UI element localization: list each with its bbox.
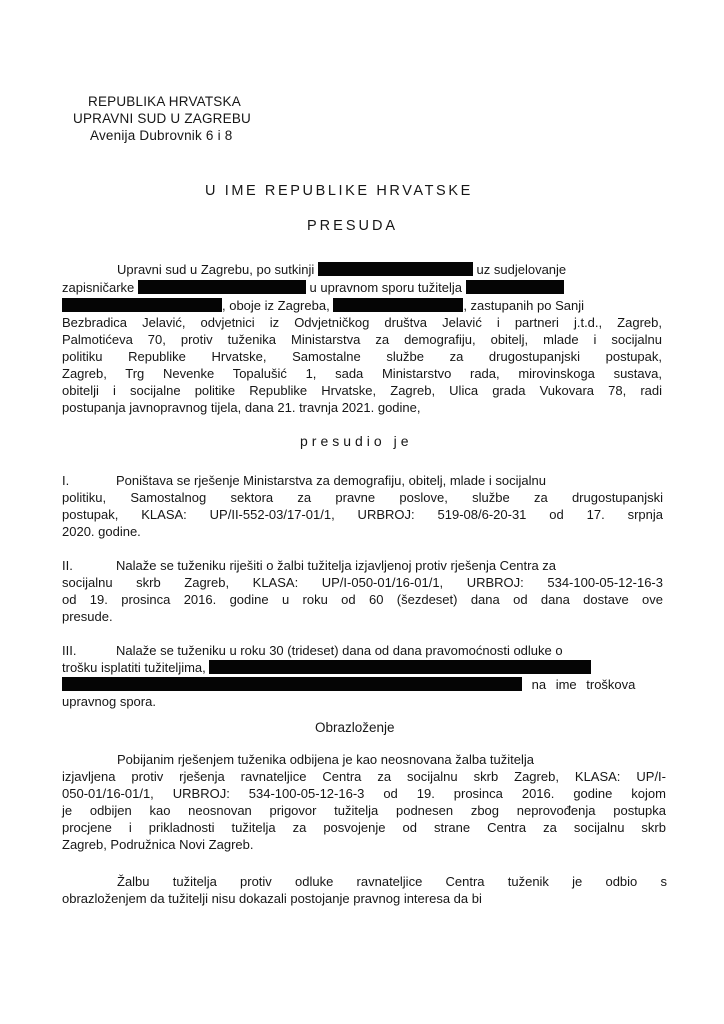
title-in-the-name: U IME REPUBLIKE HRVATSKE <box>205 183 473 199</box>
intro-line-3 <box>62 298 584 314</box>
item-number: II. <box>62 558 73 573</box>
title-verdict: PRESUDA <box>307 218 399 234</box>
reasoning-line: procjene i prikladnosti tužitelja za posvojenje od strane Centra za socijalnu skrb <box>62 820 666 835</box>
item-line: politiku, Samostalnog sektora za pravne poslove, službe za drugostupanjski <box>62 490 663 505</box>
redaction-bar <box>318 262 473 276</box>
header-court-name: UPRAVNI SUD U ZAGREBU <box>73 111 251 126</box>
item-line: socijalnu skrb Zagreb, KLASA: UP/I-050-01/16-01/1, URBROJ: 534-100-05-12-16-3 <box>62 575 663 590</box>
item-line <box>62 660 591 676</box>
redaction-bar <box>209 660 591 674</box>
intro-line-9: postupanja javnopravnog tijela, dana 21. travnja 2021. godine, <box>62 400 421 415</box>
item-number: I. <box>62 473 70 488</box>
item-line: od 19. prosinca 2016. godine u roku od 60 (šezdeset) dana od dana dostave ove <box>62 592 663 607</box>
reasoning-line: Žalbu tužitelja protiv odluke ravnateljice Centra tuženik je odbio s <box>117 874 667 889</box>
item-line: 2020. godine. <box>62 524 141 539</box>
item-line <box>62 677 635 693</box>
reasoning-line: 050-01/16-01/1, URBROJ: 534-100-05-12-16-3 od 19. prosinca 2016. godine kojom <box>62 786 666 801</box>
item-line: presude. <box>62 609 113 624</box>
reasoning-line: je odbijen kao neosnovan prigovor tužitelja podnesen zbog neprovođenja postupka <box>62 803 666 818</box>
intro-text: u upravnom sporu tužitelja <box>309 280 462 295</box>
redaction-bar <box>138 280 306 294</box>
item-line: Nalaže se tuženiku riješiti o žalbi tužitelja izjavljenoj protiv rješenja Centra za <box>116 558 557 573</box>
intro-line-6: politiku Republike Hrvatske, Samostalne službe za drugostupanjski postupak, <box>62 349 662 364</box>
intro-line-5: Palmotićeva 70, protiv tuženika Ministarstva za demografiju, obitelj, mlade i socijalnu <box>62 332 662 347</box>
intro-text: Upravni sud u Zagrebu, po sutkinji <box>117 262 315 277</box>
intro-text: zapisničarke <box>62 280 135 295</box>
reasoning-line: izjavljena protiv rješenja ravnateljice Centra za socijalnu skrb Zagreb, KLASA: UP/I- <box>62 769 666 784</box>
ruling-heading: presudio je <box>300 433 413 449</box>
intro-line-1 <box>117 262 566 278</box>
intro-text: , zastupanih po Sanji <box>463 298 585 313</box>
item-number: III. <box>62 643 77 658</box>
reasoning-line: obrazloženjem da tužitelji nisu dokazali postojanje pravnog interesa da bi <box>62 891 482 906</box>
intro-line-7: Zagreb, Trg Nevenke Topalušić 1, sada Ministarstvo rada, mirovinskoga sustava, <box>62 366 662 381</box>
redaction-bar <box>62 298 222 312</box>
item-line: postupak, KLASA: UP/II-552-03/17-01/1, URBROJ: 519-08/6-20-31 od 17. srpnja <box>62 507 663 522</box>
redaction-bar <box>62 677 522 691</box>
intro-line-2 <box>62 280 564 296</box>
header-address: Avenija Dubrovnik 6 i 8 <box>90 128 233 143</box>
item-line: Nalaže se tuženiku u roku 30 (trideset) dana od dana pravomoćnosti odluke o <box>116 643 563 658</box>
intro-text: , oboje iz Zagreba, <box>222 298 330 313</box>
reasoning-line: Pobijanim rješenjem tuženika odbijena je kao neosnovana žalba tužitelja <box>117 752 534 767</box>
intro-text: uz sudjelovanje <box>476 262 567 277</box>
reasoning-line: Zagreb, Podružnica Novi Zagreb. <box>62 837 254 852</box>
item-text: na ime troškova <box>531 677 636 692</box>
item-text: trošku isplatiti tužiteljima, <box>62 660 206 675</box>
header-country: REPUBLIKA HRVATSKA <box>88 94 241 109</box>
item-line: Poništava se rješenje Ministarstva za demografiju, obitelj, mlade i socijalnu <box>116 473 546 488</box>
item-line: upravnog spora. <box>62 694 156 709</box>
reasoning-heading: Obrazloženje <box>315 720 395 735</box>
intro-line-8: obitelji i socijalne politike Republike Hrvatske, Zagreb, Ulica grada Vukovara 78, radi <box>62 383 662 398</box>
redaction-bar <box>333 298 463 312</box>
intro-line-4: Bezbradica Jelavić, odvjetnici iz Odvjetničkog društva Jelavić i partneri j.t.d., Zagreb, <box>62 315 662 330</box>
redaction-bar <box>466 280 564 294</box>
